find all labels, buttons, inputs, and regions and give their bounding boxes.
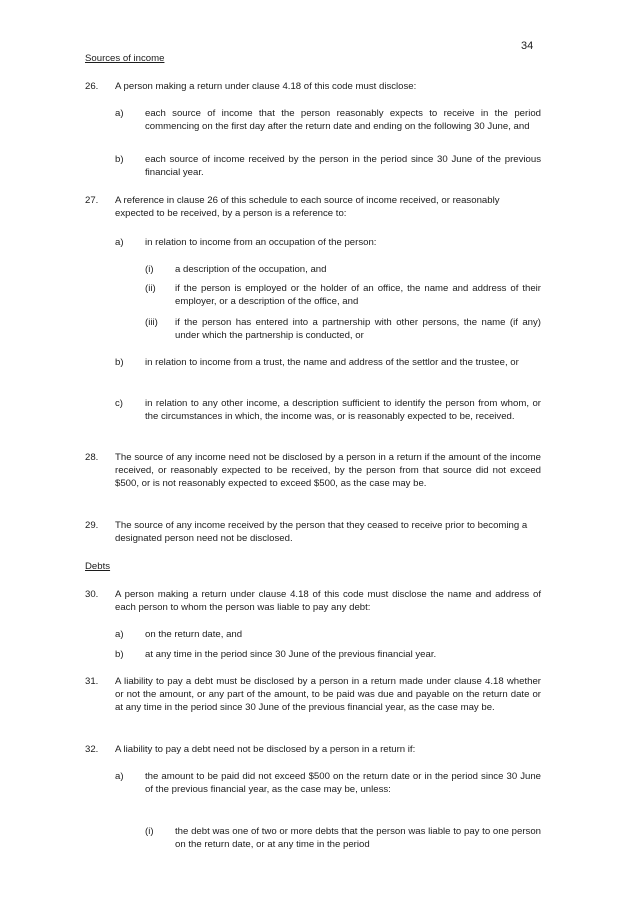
item-label: c)	[115, 398, 123, 409]
subitem-label: (iii)	[145, 317, 158, 328]
clause-text: A liability to pay a debt need not be disclosed by a person in a return if:	[115, 744, 416, 755]
item-text: each source of income received by the person in the period since 30 June of the previous financial year.	[145, 154, 541, 178]
clause-number: 29.	[85, 520, 99, 531]
clause-number: 28.	[85, 452, 99, 463]
item-label: b)	[115, 649, 124, 660]
item-text: on the return date, and	[145, 629, 243, 640]
clause-text: A reference in clause 26 of this schedule to each source of income received, or reasonably expected to be received, by a person is a reference to:	[115, 195, 500, 219]
subitem-text: if the person has entered into a partnership with other persons, the name (if any) under which the partnership is conducted, or	[175, 317, 541, 341]
item-label: b)	[115, 154, 124, 165]
subitem-text: a description of the occupation, and	[175, 264, 327, 275]
subitem-text: if the person is employed or the holder of an office, the name and address of their employer, or a description of the office, and	[175, 283, 541, 307]
clause-text: A liability to pay a debt must be disclosed by a person in a return made under clause 4.18 whether or not the amount, or any part of the amount, to be paid was due and payable on the return date or at any time in the period since 30 June of the previous financial year, as the case may be.	[115, 676, 541, 713]
page-number: 34	[521, 40, 534, 52]
item-text: in relation to any other income, a description sufficient to identify the person from whom, or the circumstances in which, the income was, or is reasonably expected to be, received.	[145, 398, 541, 422]
clause-number: 27.	[85, 195, 99, 206]
item-text: in relation to income from a trust, the name and address of the settlor and the trustee, or	[145, 357, 519, 368]
item-text: in relation to income from an occupation of the person:	[145, 237, 377, 248]
item-text: at any time in the period since 30 June of the previous financial year.	[145, 649, 437, 660]
clause-number: 30.	[85, 589, 99, 600]
subitem-label: (i)	[145, 826, 154, 837]
clause-number: 26.	[85, 81, 99, 92]
clause-text: The source of any income received by the person that they ceased to receive prior to becoming a designated person need not be disclosed.	[115, 520, 528, 544]
section-heading-debts: Debts	[85, 561, 111, 572]
clause-text: The source of any income need not be disclosed by a person in a return if the amount of the income received, or reasonably expected to be received, by the person from that source did not exceed $500, or is not reasonably expected to exceed $500, as the case may be.	[115, 452, 541, 489]
clause-text: A person making a return under clause 4.18 of this code must disclose:	[115, 81, 417, 92]
subitem-text: the debt was one of two or more debts that the person was liable to pay to one person on the return date, or at any time in the period	[175, 826, 541, 850]
clause-number: 32.	[85, 744, 99, 755]
section-heading-sources-of-income: Sources of income	[85, 53, 165, 64]
item-text: each source of income that the person reasonably expects to receive in the period commencing on the first day after the return date and ending on the following 30 June, and	[145, 108, 541, 132]
item-label: a)	[115, 629, 124, 640]
item-label: b)	[115, 357, 124, 368]
clause-text: A person making a return under clause 4.18 of this code must disclose the name and address of each person to whom the person was liable to pay any debt:	[115, 589, 541, 613]
item-label: a)	[115, 771, 124, 782]
item-label: a)	[115, 237, 124, 248]
subitem-label: (i)	[145, 264, 154, 275]
item-label: a)	[115, 108, 124, 119]
subitem-label: (ii)	[145, 283, 156, 294]
clause-number: 31.	[85, 676, 99, 687]
item-text: the amount to be paid did not exceed $500 on the return date or in the period since 30 June of the previous financial year, as the case may be, unless:	[145, 771, 541, 795]
